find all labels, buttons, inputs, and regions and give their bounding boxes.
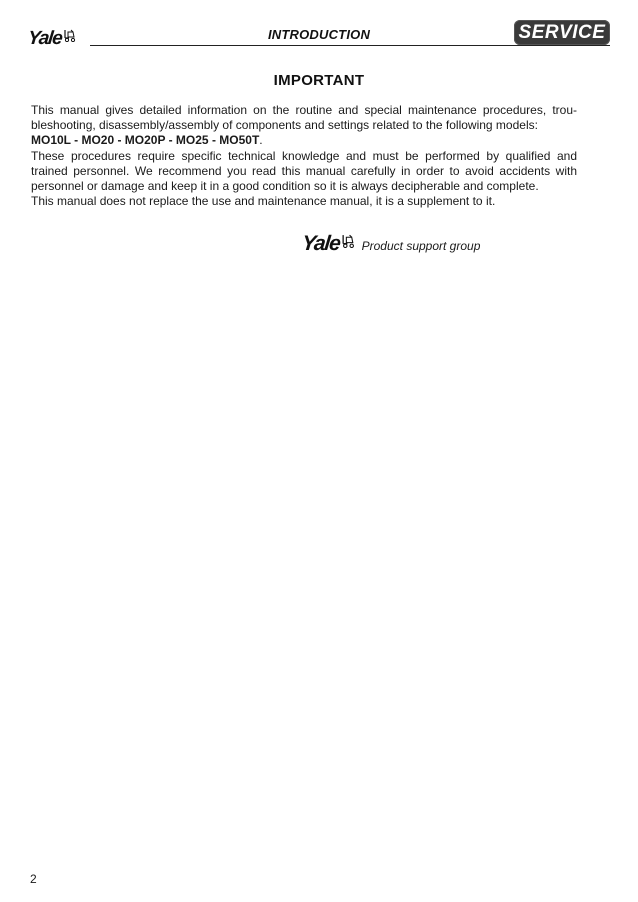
document-title: IMPORTANT: [273, 72, 365, 89]
procedures-paragraph: These procedures require specific technical knowledge and must be performed by qualified and trained personnel. We recommend you read this manual carefully in order to avoid accidents with personnel or damage and keep it in a good condition so it is always decipherable and complete.: [31, 148, 577, 194]
intro-text: This manual gives detailed information on the routine and special maintenance procedures, trou-bleshooting, disassembly/assembly of components and settings related to the following models:: [31, 103, 577, 133]
yale-logo-text: Yale: [26, 28, 63, 49]
supplement-paragraph: This manual does not replace the use and maintenance manual, it is a supplement to it.: [31, 194, 496, 209]
signature-block: [302, 230, 480, 254]
page-header: [28, 18, 610, 50]
signature-text: Product support group: [361, 239, 481, 253]
service-badge-label: SERVICE: [518, 22, 606, 43]
page-number: 2: [30, 872, 37, 886]
document-body: [31, 103, 577, 209]
models-list: MO10L - MO20 - MO20P - MO25 - MO50T: [31, 133, 260, 148]
intro-paragraph: [31, 103, 577, 149]
forklift-icon: [341, 234, 356, 253]
models-suffix: .: [259, 133, 263, 148]
section-title: INTRODUCTION: [267, 27, 371, 42]
signature-logo-text: Yale: [300, 232, 341, 255]
header-rule: [90, 45, 610, 46]
service-badge: [514, 20, 610, 45]
